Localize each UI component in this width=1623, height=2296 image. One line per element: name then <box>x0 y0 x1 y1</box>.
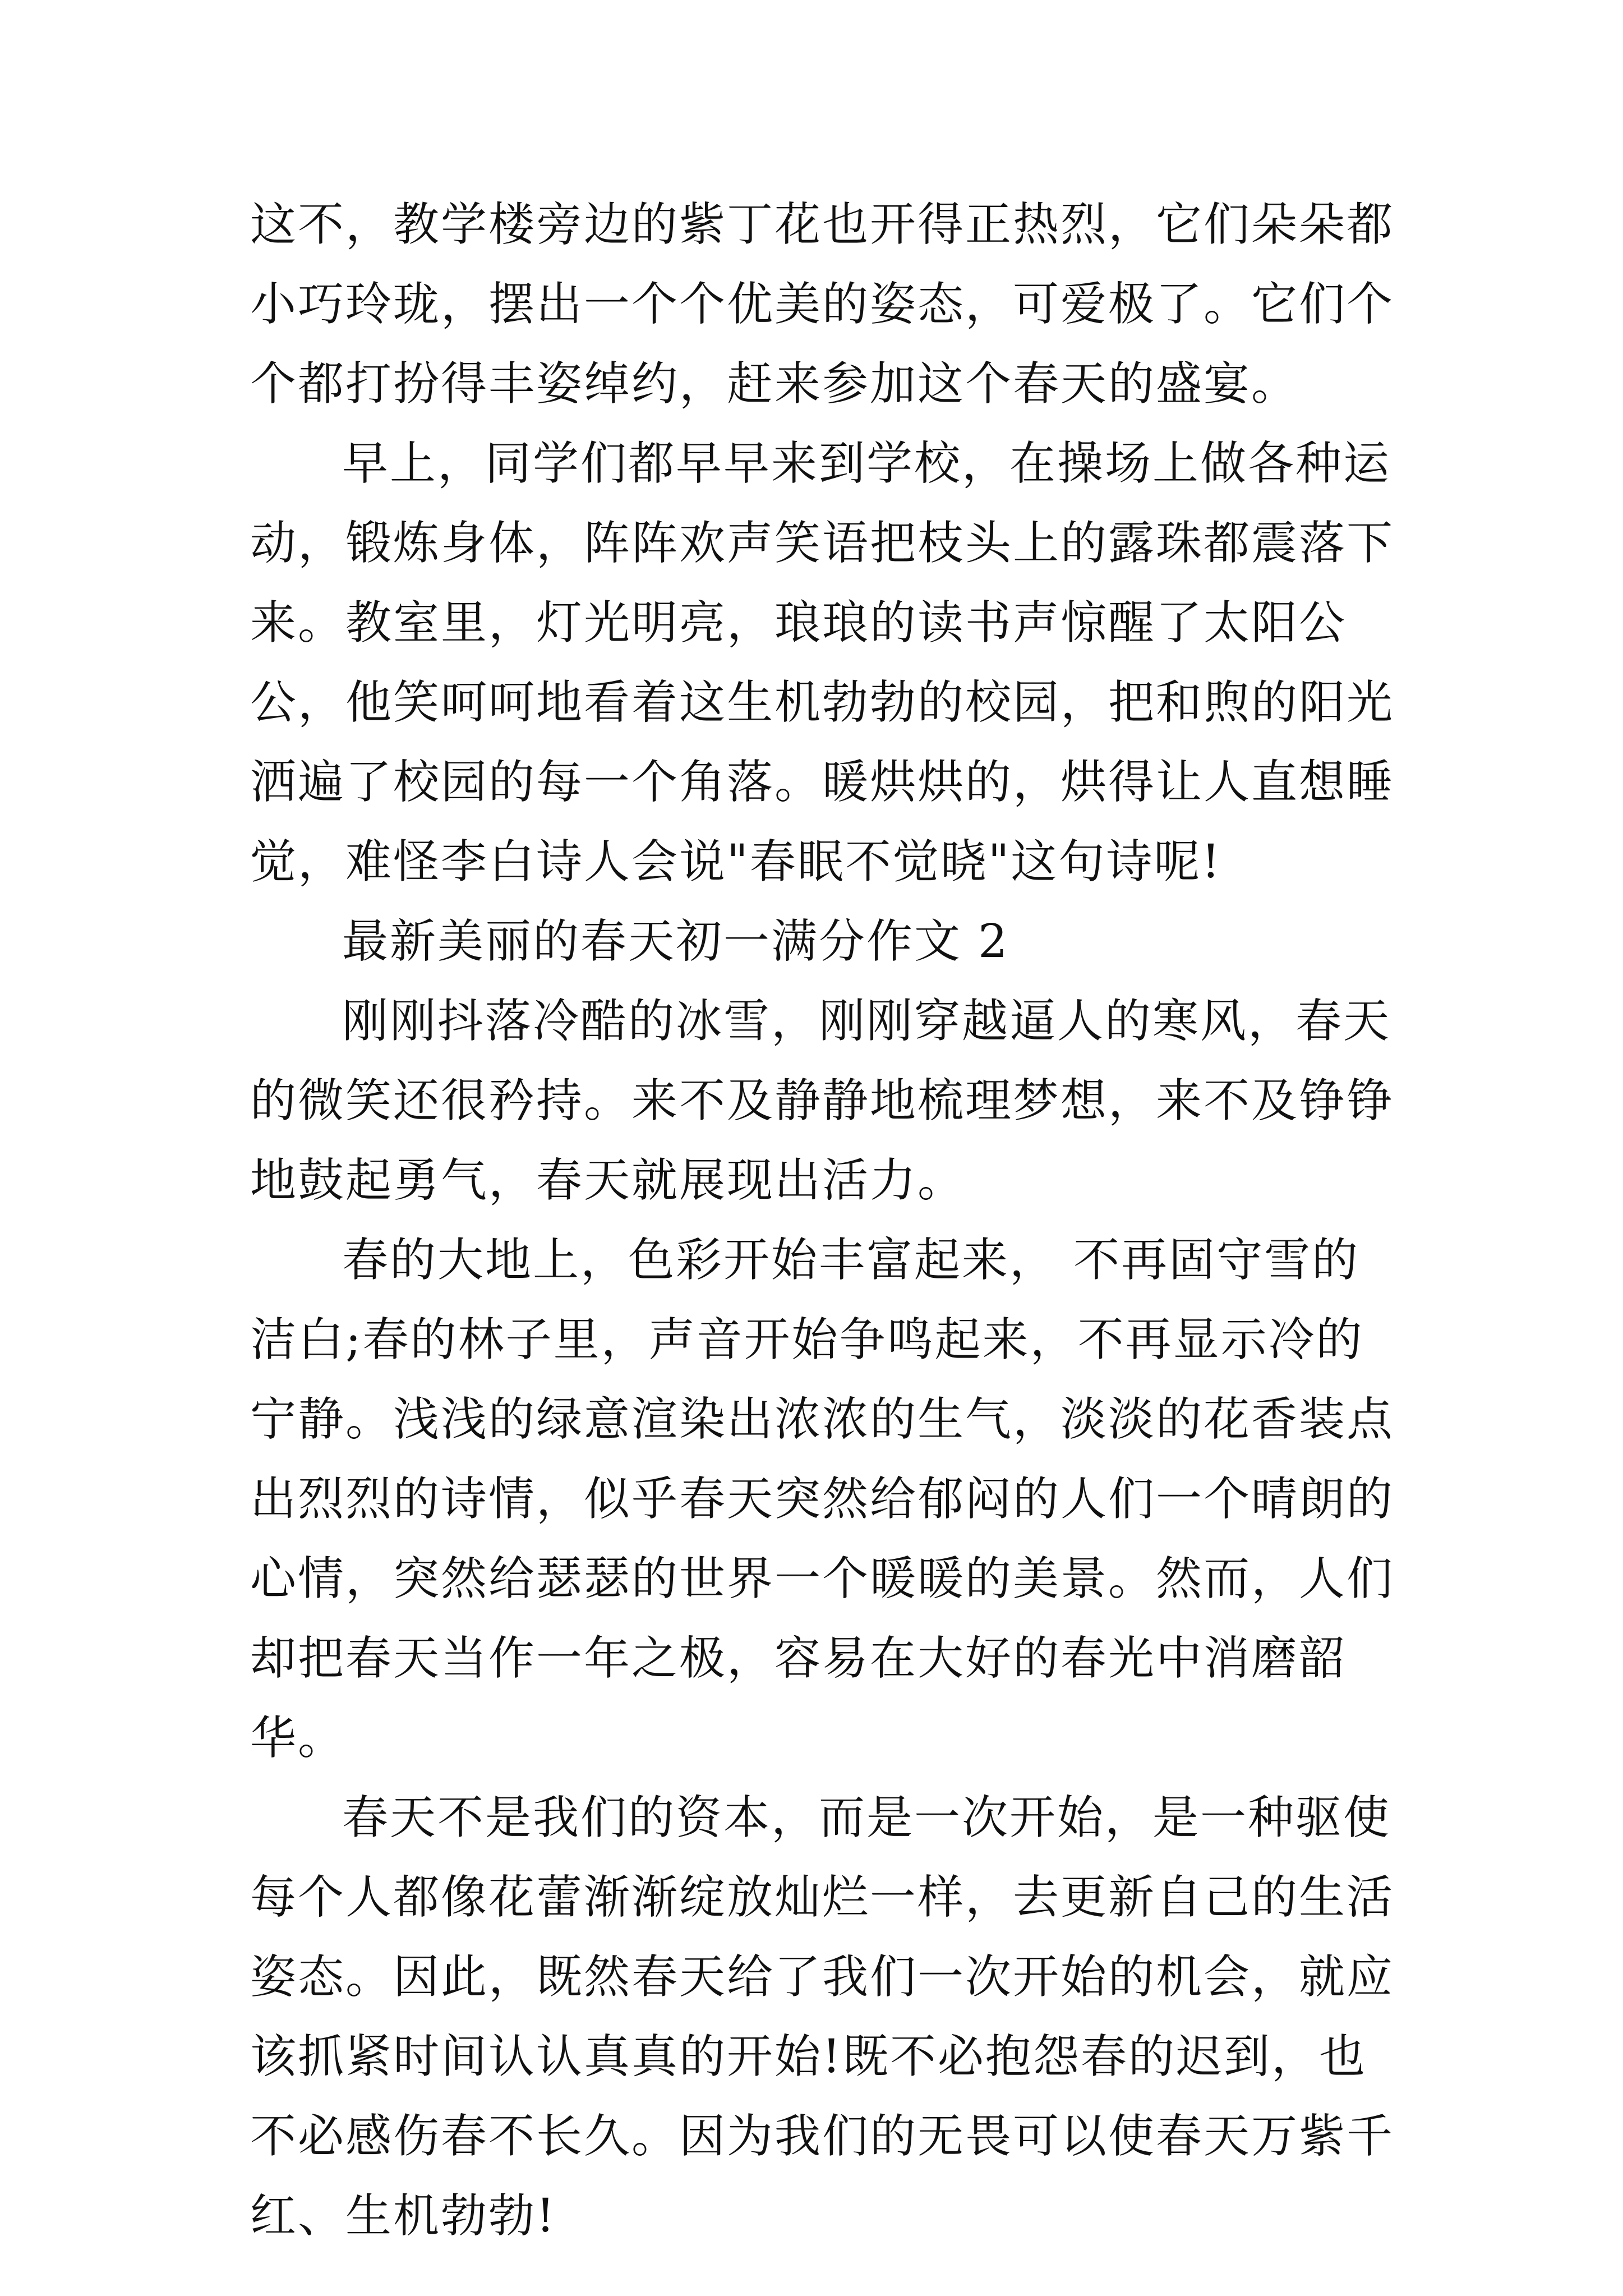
paragraph-2: 早上，同学们都早早来到学校，在操场上做各种运动，锻炼身体，阵阵欢声笑语把枝头上的露珠都震落下来。教室里，灯光明亮，琅琅的读书声惊醒了太阳公公，他笑呵呵地看着这生机勃勃的校园，把和煦的阳光洒遍了校园的每一个角落。暖烘烘的，烘得让人直想睡觉，难怪李白诗人会说"春眠不觉晓"这句诗呢! <box>250 437 1395 889</box>
section-heading: 最新美丽的春天初一满分作文 2 <box>342 915 1009 968</box>
paragraph-3: 刚刚抖落冷酷的冰雪，刚刚穿越逼人的寒风，春天的微笑还很矜持。来不及静静地梳理梦想，来不及铮铮地鼓起勇气，春天就展现出活力。 <box>250 995 1395 1207</box>
paragraph-5: 春天不是我们的资本，而是一次开始，是一种驱使每个人都像花蕾渐渐绽放灿烂一样，去更新自己的生活姿态。因此，既然春天给了我们一次开始的机会，就应该抓紧时间认认真真的开始!既不必抱怨春的迟到，也不必感伤春不长久。因为我们的无畏可以使春天万紫千红、生机勃勃! <box>250 1791 1395 2243</box>
document-body <box>250 185 1394 2256</box>
paragraph-1: 这不，教学楼旁边的紫丁花也开得正热烈，它们朵朵都小巧玲珑，摆出一个个优美的姿态，可爱极了。它们个个都打扮得丰姿绰约，赶来参加这个春天的盛宴。 <box>250 198 1395 411</box>
paragraph-4: 春的大地上，色彩开始丰富起来， 不再固守雪的洁白;春的林子里，声音开始争鸣起来，不再显示冷的宁静。浅浅的绿意渲染出浓浓的生气，淡淡的花香装点出烈烈的诗情，似乎春天突然给郁闷的人们一个晴朗的心情，突然给瑟瑟的世界一个暖暖的美景。然而，人们却把春天当作一年之极，容易在大好的春光中消磨韶华。 <box>250 1234 1395 1765</box>
